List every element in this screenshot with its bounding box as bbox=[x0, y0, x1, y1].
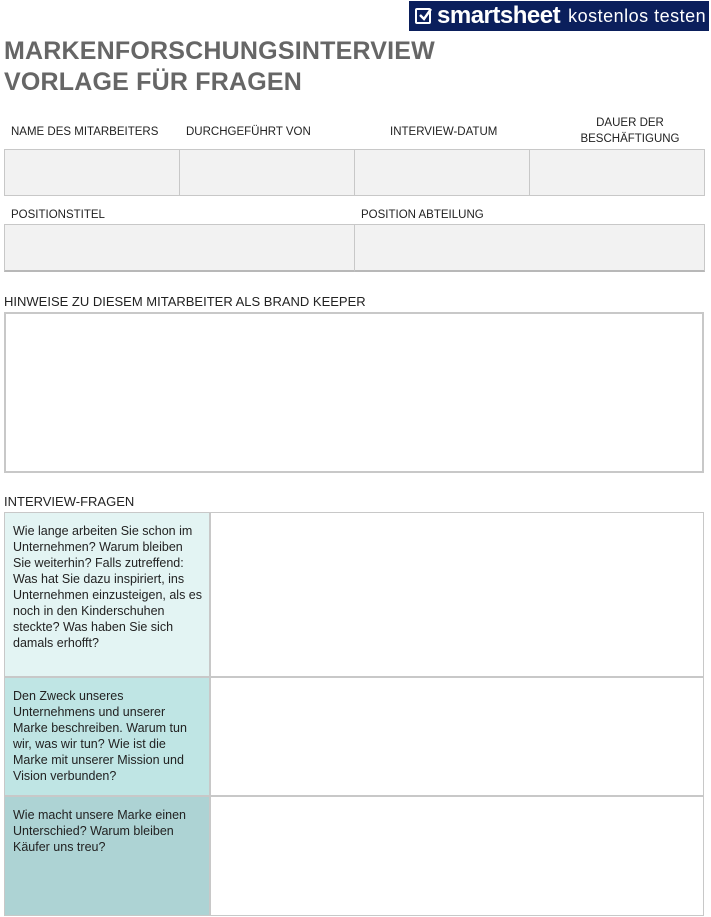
employee-name-field[interactable] bbox=[4, 149, 180, 196]
checkmark-icon bbox=[415, 8, 431, 24]
answer-field[interactable] bbox=[211, 513, 703, 676]
question-row bbox=[5, 513, 703, 676]
questions-table bbox=[4, 512, 704, 916]
interview-date-field[interactable] bbox=[354, 149, 530, 196]
label-employee-name: NAME DES MITARBEITERS bbox=[11, 126, 159, 138]
answer-field[interactable] bbox=[211, 797, 703, 915]
smartsheet-banner[interactable] bbox=[409, 1, 709, 31]
label-conducted-by: DURCHGEFÜHRT VON bbox=[186, 126, 311, 138]
page-title bbox=[4, 36, 435, 98]
title-line-2: VORLAGE FÜR FRAGEN bbox=[4, 68, 303, 96]
employment-duration-field[interactable] bbox=[529, 149, 705, 196]
conducted-by-field[interactable] bbox=[179, 149, 355, 196]
position-title-field[interactable] bbox=[4, 224, 355, 272]
question-row bbox=[5, 797, 703, 915]
question-text: Wie lange arbeiten Sie schon im Unternehmen? Warum bleiben Sie weiterhin? Falls zutreffend: Was hat Sie dazu inspiriert, ins Unternehmen einzusteigen, als es noch in den Kinderschuhen steckte? Was haben Sie sich damals erhofft? bbox=[5, 513, 211, 676]
question-row bbox=[5, 678, 703, 795]
department-field[interactable] bbox=[354, 224, 705, 272]
question-text: Wie macht unsere Marke einen Unterschied? Warum bleiben Käufer uns treu? bbox=[5, 797, 211, 915]
label-interview-date: INTERVIEW-DATUM bbox=[390, 126, 498, 138]
label-position-title: POSITIONSTITEL bbox=[11, 209, 105, 221]
questions-label: INTERVIEW-FRAGEN bbox=[4, 494, 135, 509]
notes-label: HINWEISE ZU DIESEM MITARBEITER ALS BRAND KEEPER bbox=[4, 294, 366, 309]
label-department: POSITION ABTEILUNG bbox=[361, 209, 484, 221]
smartsheet-logo: smartsheet bbox=[437, 2, 561, 29]
label-employment-duration: DAUER DER BESCHÄFTIGUNG bbox=[580, 117, 680, 145]
answer-field[interactable] bbox=[211, 678, 703, 795]
title-line-1: MARKENFORSCHUNGSINTERVIEW bbox=[4, 37, 435, 65]
notes-field[interactable] bbox=[4, 312, 704, 473]
free-trial-link[interactable]: kostenlos testen bbox=[568, 5, 707, 26]
question-text: Den Zweck unseres Unternehmens und unserer Marke beschreiben. Warum tun wir, was wir tun? Wie ist die Marke mit unserer Mission und Vision verbunden? bbox=[5, 678, 211, 795]
